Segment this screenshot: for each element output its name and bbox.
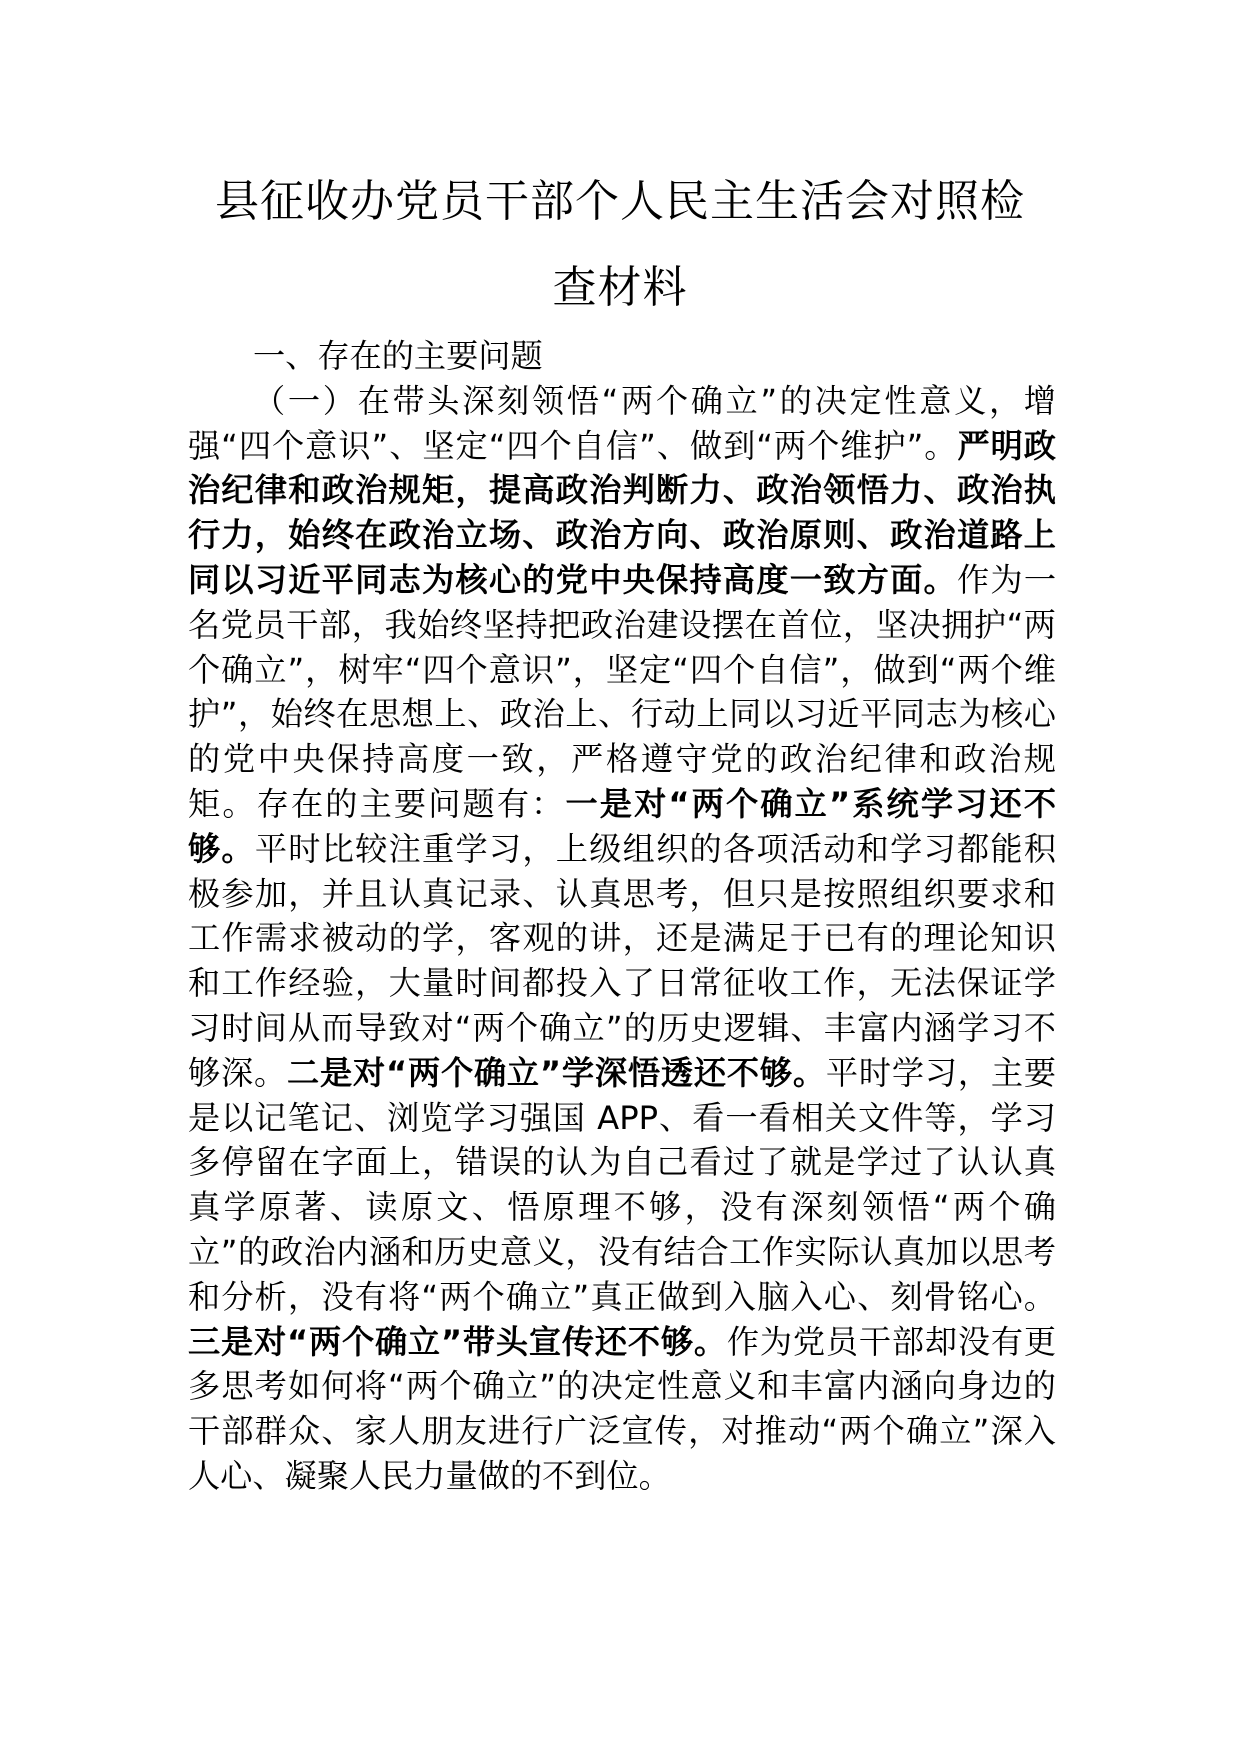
point-3-heading: 三是对“两个确立”带头宣传还不够。 <box>188 1322 727 1361</box>
paragraph-body: 作为一名党员干部，我始终坚持把政治建设摆在首位，坚决拥护“两个确立”，树牢“四个意识”，坚定“四个自信”，做到“两个维护”，始终在思想上、政治上、行动上同以习近平同志为核心的党中央保持高度一致，严格遵守党的政治纪律和政治规矩。存在的主要问题有： <box>188 560 1057 823</box>
document-title-line-1: 县征收办党员干部个人民主生活会对照检 <box>215 176 1025 227</box>
point-3-text: 作为党员干部却没有更多思考如何将“两个确立”的决定性意义和丰富内涵向身边的干部群众、家人朋友进行广泛宣传，对推动“两个确立”深入人心、凝聚人民力量做的不到位。 <box>188 1322 1057 1495</box>
point-1-text: 平时比较注重学习，上级组织的各项活动和学习都能积极参加，并且认真记录、认真思考，但只是按照组织要求和工作需求被动的学，客观的讲，还是满足于已有的理论知识和工作经验，大量时间都投入了日常征收工作，无法保证学习时间从而导致对“两个确立”的历史逻辑、丰富内涵学习不够深。 <box>188 829 1057 1092</box>
document-title-line-2: 查材料 <box>552 262 688 313</box>
document-body <box>188 334 1056 1499</box>
body-paragraph <box>188 379 1056 1499</box>
paragraph-bold-topic: 严明政治纪律和政治规矩，提高政治判断力、政治领悟力、政治执行力，始终在政治立场、政治方向、政治原则、政治道路上同以习近平同志为核心的党中央保持高度一致方面。 <box>188 426 1056 599</box>
point-2-heading: 二是对“两个确立”学深悟透还不够。 <box>287 1053 826 1092</box>
point-1-heading: 一是对“两个确立”系统学习还不够。 <box>188 784 1056 868</box>
section-heading: 一、存在的主要问题 <box>253 337 543 375</box>
point-2-text: 平时学习，主要是以记笔记、浏览学习强国 APP、看一看相关文件等，学习多停留在字面上，错误的认为自己看过了就是学过了认认真真学原著、读原文、悟原理不够，没有深刻领悟“两个确立”的政治内涵和历史意义，没有结合工作实际认真加以思考和分析，没有将“两个确立”真正做到入脑入心、刻骨铭心。 <box>188 1053 1057 1316</box>
paragraph-intro: （一）在带头深刻领悟“两个确立”的决定性意义，增强“四个意识”、坚定“四个自信”、做到“两个维护”。 <box>188 381 1056 465</box>
